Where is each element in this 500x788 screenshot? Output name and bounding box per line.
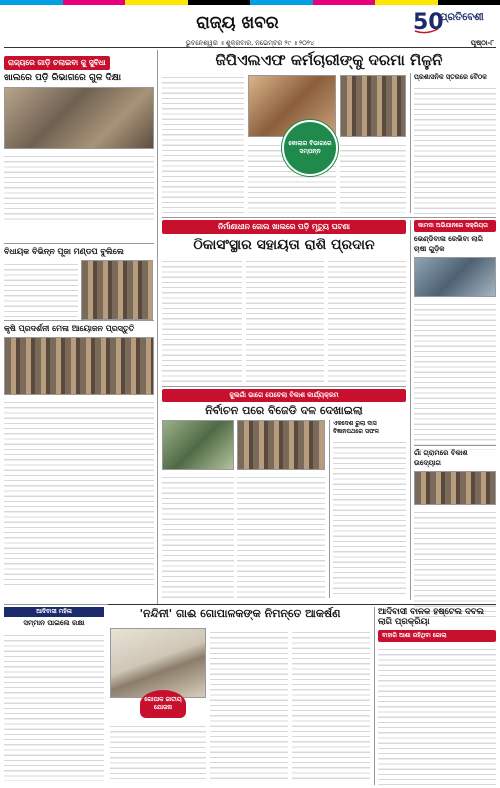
left-story2-headline: ବିଧାୟକ ବିଭିନ୍ନ ପୂଜା ମଣ୍ଡପ ବୁଲିଲେ: [4, 246, 124, 256]
divider: [162, 386, 406, 387]
left-story3-text: [4, 398, 154, 588]
top-story-photo-2: [340, 75, 406, 137]
top-right-headline: ପ୍ରଶାସନିକ ସ୍ତରରେ ବୈଠକ: [414, 73, 487, 81]
left-story-4: [4, 607, 104, 781]
column-divider: [410, 220, 411, 600]
left-body-text: [4, 152, 154, 222]
top-story: [162, 51, 496, 69]
column-divider: [157, 50, 158, 605]
mid-story: [162, 220, 406, 253]
left-story4-band: ଆଦିବାସୀ ମହିଳା: [4, 607, 104, 617]
masthead: [0, 5, 500, 47]
left-story-3: [4, 323, 154, 588]
election-col2: [237, 473, 325, 598]
election-side-text: [333, 438, 406, 596]
top-right-story: [414, 73, 496, 216]
bottom-right-story: [378, 607, 496, 785]
mid-col2: [246, 257, 324, 382]
bottom-col1: [110, 722, 206, 782]
left-story2-text: [4, 260, 78, 320]
left-headline: ଖାଲରେ ପଡ଼ି ରିଭାଗରେ ଗୁଳ ଦିକ୍ଷା: [4, 73, 122, 83]
mid-col3: [328, 257, 406, 382]
election-story: [162, 389, 406, 418]
date-line: ଭୁବନେଶ୍ୱର ॥ ଶୁକ୍ରବାର, ନଭେମ୍ବର ୨୯ ॥ ୨୦୨୪: [185, 39, 315, 47]
top-circle-badge: କୋଲାର ବିଭାଗରେ ସମ୍ପନ୍ନ: [282, 120, 338, 176]
left-photo: [4, 87, 154, 149]
election-photo-2: [237, 420, 325, 470]
left-story4-sub: ସମ୍ମାନ ପାଇଲେ ରକ୍ଷା: [23, 618, 85, 627]
election-photo-1: [162, 420, 234, 470]
right-story: [414, 220, 496, 450]
top-story-col1: [162, 73, 244, 213]
bottom-col2: [210, 628, 288, 782]
right-story2-text: [414, 508, 496, 618]
right-kicker: କାମଦା ଅଭିଯାନରେ ସକ୍ରିୟତା: [414, 220, 496, 232]
mid-headline: ଠିକାସଂସ୍ଥାର ସହାୟତା ରାଶି ପ୍ରଦାନ: [193, 237, 375, 253]
bottom-right-sub: ବାହାରି ଆଶା ରହିଥିବା ଜୋଲା: [378, 630, 496, 642]
divider: [4, 243, 154, 244]
left-band-title: ରାଜ୍ୟରେ ଗାଡ଼ି ଚଲାଇବା କୁ ସୁବିଧା: [4, 56, 110, 70]
section-title: ରାଜ୍ୟ ଖବର: [196, 13, 279, 33]
masthead-rule: [4, 47, 496, 48]
bottom-headline: 'ନନ୍ଦିନୀ' ଗାଈ ଗୋପାଳକଙ୍କ ନିମନ୍ତେ ଆକର୍ଷଣ: [139, 607, 341, 620]
left-story3-photo: [4, 337, 154, 395]
bottom-right-headline: ଆଦିବାସୀ ବାଳକ ହଷ୍ଟେଲ ଦବଲ ଲାଗି ପ୍ରକ୍ରିୟା: [378, 607, 485, 627]
mid-kicker: ନିର୍ମାଣାଧୀନ ଜୋଲ ଖାଲରେ ପଡ଼ି ମୃତ୍ୟୁ ଘଟଣା: [162, 220, 406, 234]
right-headline: ଭେଣ୍ଡିବାଳା ରେଭିବା ଲାଗି ଚାଷୀ ଗୁଡ଼ିକ: [414, 234, 483, 253]
column-divider: [410, 73, 411, 213]
anniversary-logo-icon: [412, 7, 444, 35]
page-number: ପୃଷ୍ଠା-୮: [470, 39, 494, 47]
left-story3-headline: କୃଷି ପ୍ରଦର୍ଶନୀ ମେଳା ଆୟୋଜନ ପ୍ରସ୍ତୁତି: [4, 323, 135, 333]
right-text: [414, 300, 496, 450]
column-divider: [329, 420, 330, 598]
left-story2-photo: [81, 260, 153, 320]
top-headline: ଜିପିଏଲଏଫ କର୍ମଚାରୀଙ୍କୁ ଦରମା ମିଳୁନି: [215, 51, 443, 69]
left-story-2: [4, 246, 154, 320]
right-story-2: [414, 448, 496, 618]
top-story-col3: [340, 141, 406, 213]
logo-number: 50: [413, 10, 444, 35]
bottom-right-text: [378, 645, 496, 785]
left-story4-text: [4, 631, 104, 781]
election-kicker: ଜୁଲଗାଁ ଭାଗେ ପେଚେଲା ବିକାଶ କାର୍ଯ୍ୟକ୍ରମ: [162, 389, 406, 402]
election-col1: [162, 473, 234, 598]
divider: [162, 217, 496, 218]
bottom-story: [110, 607, 370, 621]
right-photo: [414, 257, 496, 297]
column-divider: [374, 607, 375, 785]
brand-name: ପ୍ରତିବେଶୀ: [440, 12, 484, 23]
divider: [4, 320, 154, 321]
bottom-cow-photo: [110, 628, 206, 698]
divider: [414, 445, 496, 446]
election-side-story: [333, 420, 406, 596]
election-side-headline: ଏକଦେଶ ରୁଲା ଦାସ ବିଜ୍ଞାନପଥରେ ସଫଳ: [333, 420, 380, 435]
right-story2-headline: ଗାଁ ଗ୍ରାମରେ ବିକାଶ ଉଦ୍ୟୋଗ: [414, 448, 468, 467]
bottom-stamp: ଗୋପାଳ ଜାତୀୟ ଯୋଜନା: [140, 690, 186, 718]
bottom-col3: [292, 628, 370, 782]
left-top-story: [4, 50, 154, 222]
bottom-rule: [108, 604, 496, 605]
mid-col1: [162, 257, 242, 382]
right-story2-photo: [414, 471, 496, 505]
mid-story-body: [162, 257, 406, 382]
top-right-text: [414, 84, 496, 216]
election-headline: ନିର୍ବାଚନ ପରେ ବିଜେଡି ଦଳ ଦେଖାଇଲା: [205, 404, 363, 417]
